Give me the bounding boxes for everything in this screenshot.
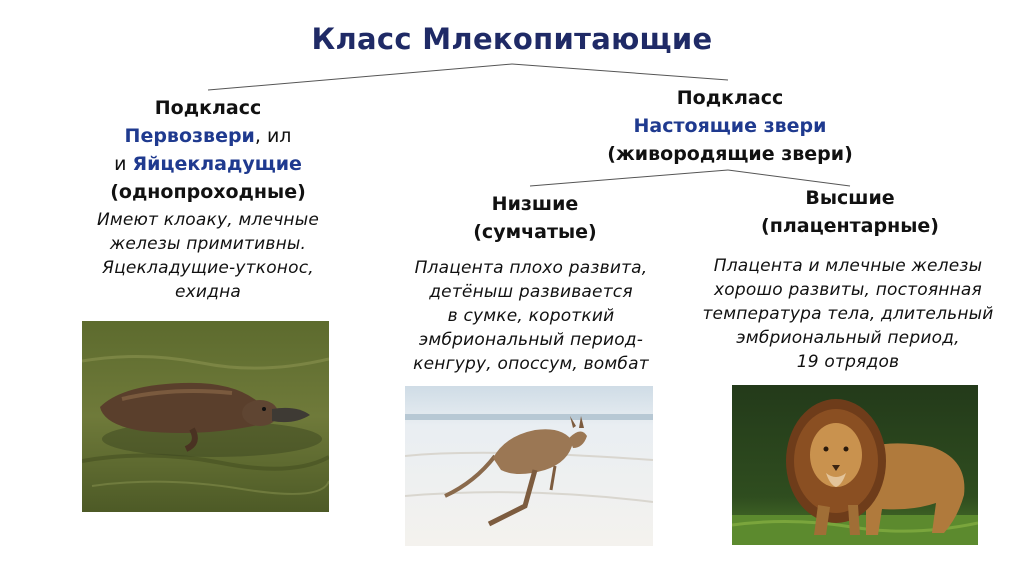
subclass-theria — [580, 84, 880, 168]
monotremes-label: (однопроходные) — [110, 181, 306, 203]
desc-line: кенгуру, опоссум, вомбат — [413, 354, 649, 374]
page-title: Класс Млекопитающие — [311, 22, 713, 56]
marsupials-title: Низшие — [491, 193, 579, 215]
name-suffix: , ил — [254, 125, 292, 147]
prototheria-name: Первозвери — [124, 125, 255, 147]
desc-line: Яцекладущие-утконос, — [102, 258, 314, 278]
desc-line: Плацента плохо развита, — [414, 258, 648, 278]
desc-line: эмбриональный период, — [736, 328, 960, 348]
desc-line: детёныш развивается — [429, 282, 633, 302]
desc-line: 19 отрядов — [796, 352, 900, 372]
placentals-subtitle: (плацентарные) — [761, 215, 939, 237]
subclass-alt-name-line — [80, 150, 336, 178]
alt-prefix: и — [114, 153, 133, 175]
placentals-title: Высшие — [805, 187, 895, 209]
desc-line: в сумке, короткий — [447, 306, 615, 326]
desc-line: ехидна — [174, 282, 242, 302]
prototheria-description — [60, 208, 356, 304]
desc-line: железы примитивны. — [109, 234, 307, 254]
subclass-name-line — [80, 122, 336, 150]
placentals-heading — [720, 184, 980, 240]
subclass-prototheria — [80, 94, 336, 206]
marsupials-subtitle: (сумчатые) — [473, 221, 597, 243]
desc-line: Имеют клоаку, млечные — [96, 210, 320, 230]
subclass-label: Подкласс — [154, 97, 262, 119]
lion-photo — [732, 385, 978, 545]
desc-line: хорошо развиты, постоянная — [714, 280, 982, 300]
kangaroo-photo — [405, 386, 653, 546]
marsupials-description — [388, 256, 674, 376]
subclass-label: Подкласс — [676, 87, 784, 109]
desc-line: температура тела, длительный — [702, 304, 994, 324]
oviparous-name: Яйцекладущие — [132, 153, 302, 175]
desc-line: Плацента и млечные железы — [713, 256, 983, 276]
viviparous-label: (живородящие звери) — [607, 143, 853, 165]
marsupials-heading — [420, 190, 650, 246]
placentals-description — [680, 254, 1016, 374]
theria-name: Настоящие звери — [633, 115, 827, 137]
platypus-photo — [82, 321, 329, 512]
desc-line: эмбриональный период- — [418, 330, 644, 350]
